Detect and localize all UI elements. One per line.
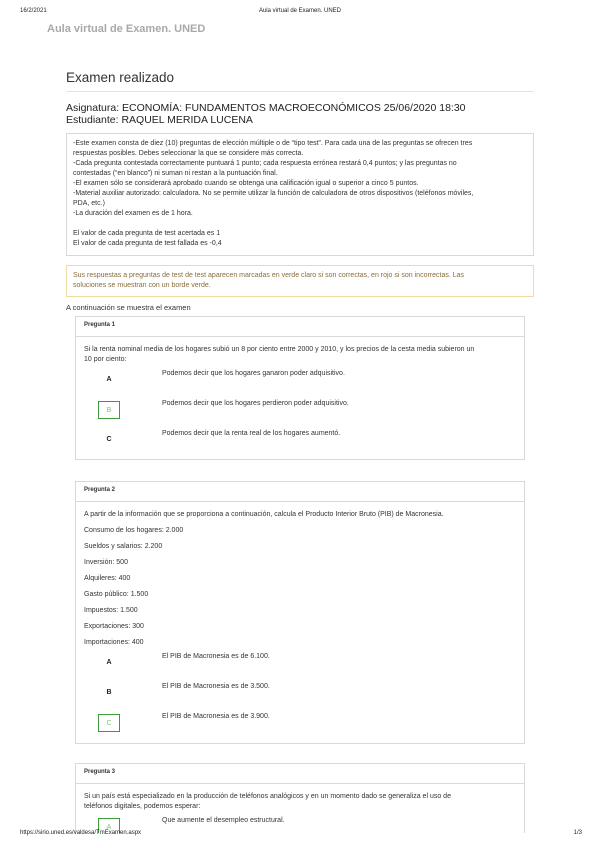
print-footer-page: 1/3 [573,830,582,836]
option-letter: B [106,689,112,696]
instruction-line: PDA, etc.) [73,200,105,207]
option-text: El PIB de Macronesia es de 3.500. [162,683,270,690]
instruction-line: -Este examen consta de diez (10) preguntas de elección múltiple o de “tipo test”. Para cada una de las preguntas se ofrecen tres [73,140,473,147]
question-stem: teléfonos digitales, podemos esperar: [84,803,201,810]
notice-line: soluciones se muestran con un borde verde. [73,282,211,289]
option-text: Que aumente el desempleo estructural. [162,817,285,824]
print-date: 16/2/2021 [20,8,47,14]
data-line: Importaciones: 400 [84,639,144,646]
student-line: Estudiante: RAQUEL MERIDA LUCENA [66,114,253,126]
score-wrong: El valor de cada pregunta de test fallada es -0,4 [73,240,222,247]
question-stem: Si un país está especializado en la producción de teléfonos analógicos y en un momento dado se generaliza el uso de [84,793,451,800]
question-stem: 10 por ciento: [84,356,127,363]
answer-options [84,652,516,742]
data-line: Alquileres: 400 [84,575,131,582]
answer-options [84,816,516,833]
option-letter: C [106,436,112,443]
instructions-box [66,133,534,256]
question-stem: A partir de la información que se proporciona a continuación, calcula el Producto Interior Bruto (PIB) de Macronesia. [84,511,444,518]
option-letter-correct: C [98,714,120,732]
option-c[interactable] [84,429,516,459]
site-title[interactable]: Aula virtual de Examen. UNED [47,23,206,35]
option-a[interactable] [84,652,516,682]
data-line: Gasto público: 1.500 [84,591,149,598]
data-line: Consumo de los hogares: 2.000 [84,527,184,534]
data-line: Inversión: 500 [84,559,128,566]
option-letter: A [106,376,112,383]
instruction-line: -El examen sólo se considerará aprobado cuando se obtenga una calificación igual o superior a cinco 5 puntos. [73,180,419,187]
question-stem: Si la renta nominal media de los hogares subió un 8 por ciento entre 2000 y 2010, y los precios de la cesta media subieron un [84,346,475,353]
subject-line: Asignatura: ECONOMÍA: FUNDAMENTOS MACROECONÓMICOS 25/06/2020 18:30 [66,102,466,114]
data-line: Sueldos y salarios: 2.200 [84,543,163,550]
data-line: Exportaciones: 300 [84,623,144,630]
print-footer-url: https://sirio.uned.es/valdesa/TmExamen.aspx [20,830,142,836]
option-letter-correct: A [98,818,120,833]
instruction-line: -Material auxiliar autorizado: calculadora. No se permite utilizar la función de calculadora de otros dispositivos (teléfonos móviles, [73,190,474,197]
option-b[interactable] [84,682,516,712]
instruction-line: contestadas (“en blanco”) ni suman ni restan a la puntuación final. [73,170,278,177]
option-text: Podemos decir que los hogares ganaron poder adquisitivo. [162,370,345,377]
option-text: Podemos decir que los hogares perdieron poder adquisitivo. [162,400,349,407]
answer-options [84,369,516,459]
instruction-line: -Cada pregunta contestada correctamente puntuará 1 punto; cada respuesta errónea restará 0,4 puntos; y las preguntas no [73,160,457,167]
notice-line: Sus respuestas a preguntas de test de test aparecen marcadas en verde claro si son correctas, en rojo si son incorrectas. Las [73,272,465,279]
option-a[interactable] [84,369,516,399]
exam-summary [66,70,534,312]
question-label: Pregunta 2 [76,482,524,502]
question-label: Pregunta 3 [76,764,524,784]
score-correct: El valor de cada pregunta de test acertada es 1 [73,230,221,237]
exam-intro: A continuación se muestra el examen [66,303,191,312]
option-text: Podemos decir que la renta real de los hogares aumentó. [162,430,341,437]
option-text: El PIB de Macronesia es de 6.100. [162,653,270,660]
option-letter-correct: B [98,401,120,419]
page-title: Examen realizado [66,70,534,92]
option-a[interactable] [84,816,516,833]
option-c[interactable] [84,712,516,742]
option-text: El PIB de Macronesia es de 3.900. [162,713,270,720]
instruction-line: -La duración del examen es de 1 hora. [73,210,193,217]
answer-legend-notice [66,265,534,297]
instruction-line: respuestas posibles. Debes seleccionar la que se considere más correcta. [73,150,304,157]
option-b[interactable] [84,399,516,429]
question-card-2 [75,481,525,744]
print-title: Aula virtual de Examen. UNED [258,8,342,14]
question-label: Pregunta 1 [76,317,524,337]
option-letter: A [106,659,112,666]
question-card-3 [75,763,525,833]
question-card-1 [75,316,525,460]
data-line: Impuestos: 1.500 [84,607,138,614]
